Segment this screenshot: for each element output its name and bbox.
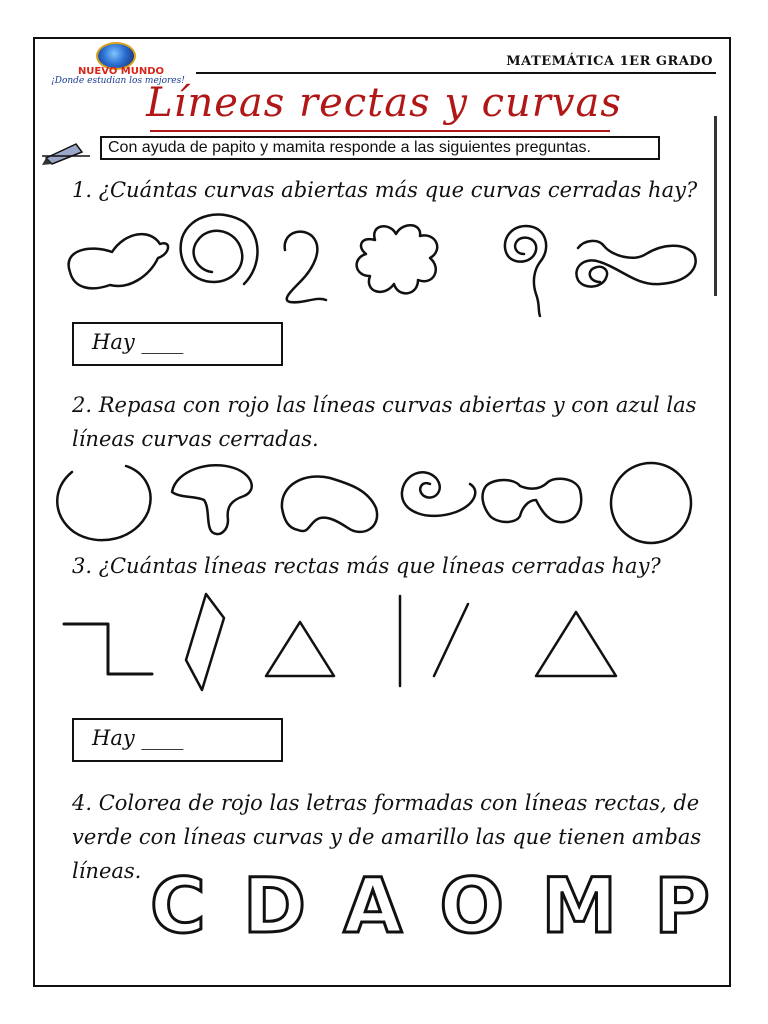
snail-spiral-shape <box>402 472 475 516</box>
logo-name: NUEVO MUNDO <box>77 66 165 77</box>
glasses-shape <box>483 479 582 522</box>
letter-c[interactable]: C <box>150 861 206 950</box>
mushroom-shape <box>172 465 252 534</box>
letter-a[interactable]: A <box>343 861 403 950</box>
two-curve-shape <box>285 232 326 303</box>
grade-label: MATEMÁTICA 1ER GRADO <box>506 54 713 69</box>
swirl-wave-shape <box>576 241 695 287</box>
question-1: 1. ¿Cuántas curvas abiertas más que curvas cerradas hay? <box>72 178 698 202</box>
outlined-letters <box>150 861 710 950</box>
small-triangle-shape <box>266 622 334 676</box>
open-circle-shape <box>57 466 150 540</box>
flower-shape <box>357 225 438 293</box>
letter-o[interactable]: O <box>439 861 505 950</box>
instruction-box: Con ayuda de papito y mamita responde a las siguientes preguntas. <box>100 136 660 160</box>
question-2: 2. Repasa con rojo las líneas curvas abiertas y con azul las líneas curvas cerradas. <box>72 393 697 451</box>
letter-m[interactable]: M <box>541 861 618 950</box>
answer-box-1[interactable]: Hay ____ <box>72 322 283 366</box>
curve-blob-shape <box>69 234 168 288</box>
letter-p[interactable]: P <box>654 861 710 950</box>
question-4: 4. Colorea de rojo las letras formadas con líneas rectas, de verde con líneas curvas y de amarillo las que tienen ambas líneas. <box>72 791 702 883</box>
answer-box-2[interactable]: Hay ____ <box>72 718 283 762</box>
logo-motto: ¡Donde estudian los mejores! <box>51 76 185 86</box>
parallelogram-shape <box>186 594 224 690</box>
large-triangle-shape <box>536 612 616 676</box>
lollipop-spiral-shape <box>505 226 546 316</box>
closed-circle-shape <box>611 463 691 543</box>
step-line-shape <box>64 624 152 674</box>
letter-d[interactable]: D <box>243 861 307 950</box>
diagonal-line-shape <box>434 604 468 676</box>
worksheet-title: Líneas rectas y curvas <box>146 80 622 126</box>
question-3: 3. ¿Cuántas líneas rectas más que líneas cerradas hay? <box>72 554 661 578</box>
spiral-shape <box>181 215 258 284</box>
kidney-shape <box>282 476 377 531</box>
